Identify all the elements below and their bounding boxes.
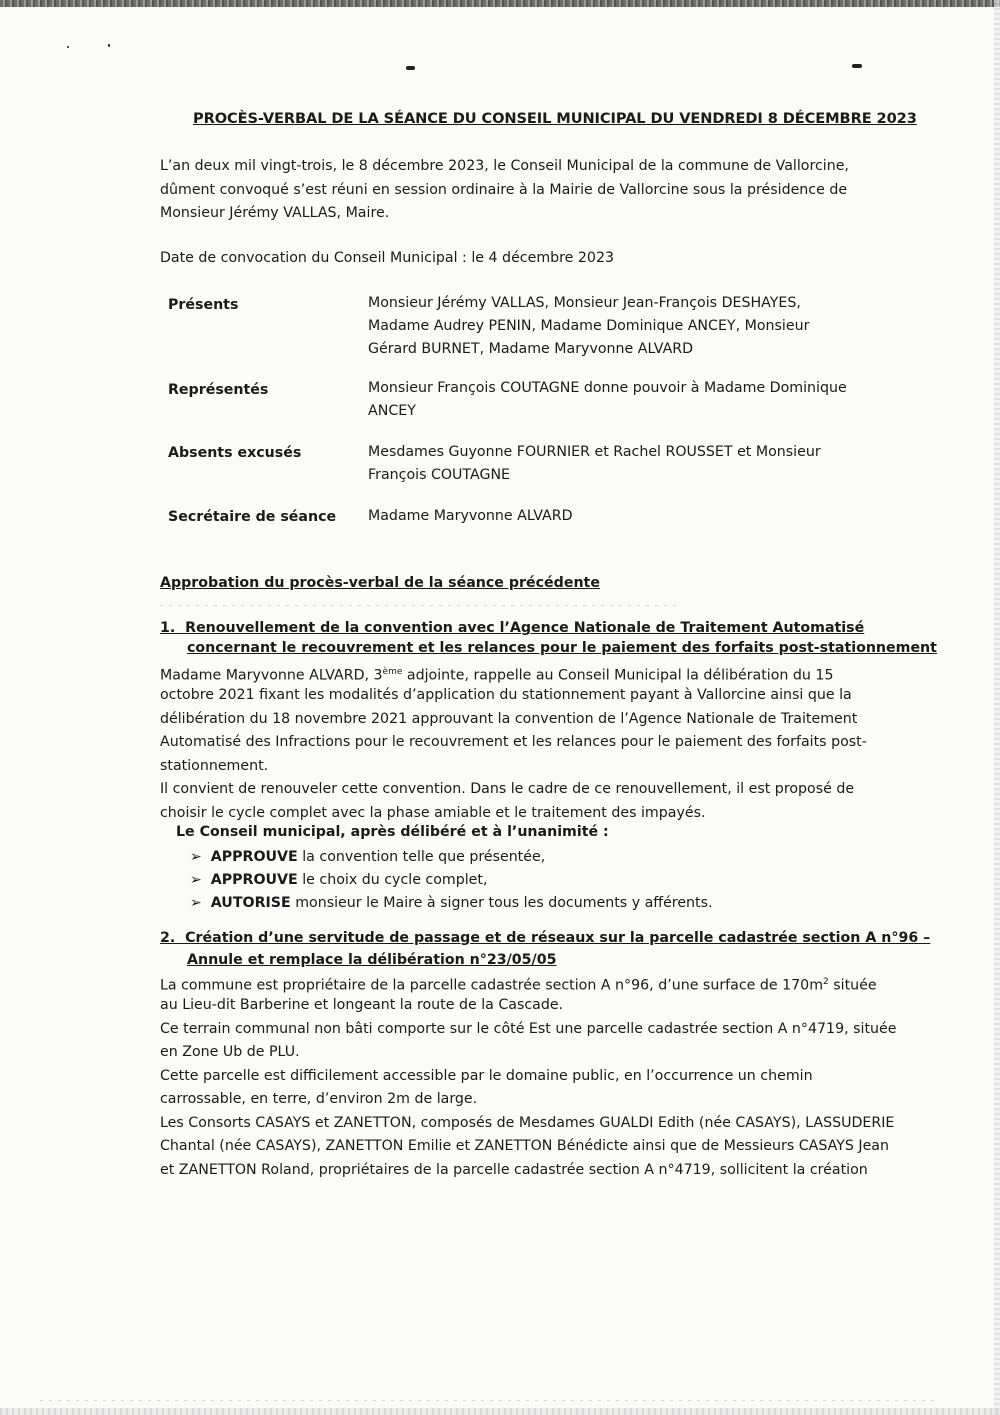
- attendance-line: Mesdames Guyonne FOURNIER et Rachel ROUSSET et Monsieur: [368, 444, 821, 460]
- bullet-item: [190, 869, 713, 892]
- section1-body-text: Madame Maryvonne ALVARD, 3: [160, 667, 383, 684]
- section1-body: [160, 684, 867, 825]
- section2-body: [160, 994, 896, 1182]
- arrow-bullet-icon: ➢: [190, 849, 202, 865]
- bullet-text: monsieur le Maire à signer tous les documents y afférents.: [290, 895, 713, 911]
- intro-line: Monsieur Jérémy VALLAS, Maire.: [160, 205, 390, 221]
- section1-heading-line2: concernant le recouvrement et les relances pour le paiement des forfaits post-stationnement: [187, 640, 937, 656]
- section2-body-line: Les Consorts CASAYS et ZANETTON, composés de Mesdames GUALDI Edith (née CASAYS), LASSUDERIE: [160, 1114, 895, 1131]
- arrow-bullet-icon: ➢: [190, 872, 202, 888]
- attendance-label-presents: Présents: [168, 297, 239, 313]
- attendance-label-absent: Absents excusés: [168, 445, 302, 461]
- bullet-text: la convention telle que présentée,: [297, 849, 546, 865]
- section1-body-line: Il convient de renouveler cette convention. Dans le cadre de ce renouvellement, il est proposé de: [160, 781, 855, 797]
- bullet-text: le choix du cycle complet,: [297, 872, 488, 888]
- approval-heading: Approbation du procès-verbal de la séance précédente: [160, 575, 600, 591]
- bullet-verb: APPROUVE: [210, 849, 298, 865]
- attendance-label-represented: Représentés: [168, 382, 269, 398]
- section2-body-line: Chantal (née CASAYS), ZANETTON Emilie et ZANETTON Bénédicte ainsi que de Messieurs CASAYS Jean: [160, 1138, 889, 1154]
- attendance-label-secretary: Secrétaire de séance: [168, 509, 337, 525]
- bullet-verb: APPROUVE: [210, 872, 298, 888]
- section1-decision: Le Conseil municipal, après délibéré et à l’unanimité :: [176, 824, 609, 840]
- section1-body-line: Automatisé des Infractions pour le recouvrement et les relances pour le paiement des forfaits post-: [160, 734, 867, 750]
- bullet-item: [190, 892, 713, 915]
- bullet-verb: AUTORISE: [210, 895, 291, 911]
- scan-speck: [852, 64, 862, 68]
- attendance-value-presents: [368, 292, 809, 361]
- section2-body-line: Cette parcelle est difficilement accessible par le domaine public, en l’occurrence un chemin: [160, 1067, 813, 1084]
- intro-paragraph: [160, 155, 849, 226]
- section1-body-line: choisir le cycle complet avec la phase amiable et le traitement des impayés.: [160, 804, 706, 821]
- section2-body-line: et ZANETTON Roland, propriétaires de la parcelle cadastrée section A n°4719, sollicitent la création: [160, 1161, 868, 1178]
- section1-body-line: stationnement.: [160, 757, 269, 774]
- section2-heading-line2: Annule et remplace la délibération n°23/05/05: [187, 952, 557, 968]
- section2-body-line: Ce terrain communal non bâti comporte sur le côté Est une parcelle cadastrée section A n°4719, située: [160, 1020, 897, 1037]
- convocation-date: Date de convocation du Conseil Municipal : le 4 décembre 2023: [160, 250, 615, 266]
- arrow-bullet-icon: ➢: [190, 895, 202, 911]
- section2-body-line: en Zone Ub de PLU.: [160, 1044, 300, 1060]
- document-title: PROCÈS-VERBAL DE LA SÉANCE DU CONSEIL MUNICIPAL DU VENDREDI 8 DÉCEMBRE 2023: [193, 110, 917, 127]
- attendance-line: Madame Audrey PENIN, Madame Dominique ANCEY, Monsieur: [368, 318, 810, 334]
- scan-speck: [108, 44, 110, 47]
- attendance-value-represented: [368, 377, 847, 423]
- bullet-item: [190, 846, 713, 869]
- scan-top-border: [0, 0, 1000, 7]
- section2-body-line: au Lieu-dit Barberine et longeant la route de la Cascade.: [160, 997, 564, 1013]
- scan-right-border: [994, 0, 1000, 1415]
- attendance-line: ANCEY: [368, 403, 416, 419]
- attendance-line: Gérard BURNET, Madame Maryvonne ALVARD: [368, 341, 694, 357]
- scan-speck: [406, 66, 415, 70]
- superscript: ème: [382, 667, 403, 677]
- section1-body-line: octobre 2021 fixant les modalités d’application du stationnement payant à Vallorcine ainsi que la: [160, 687, 852, 703]
- attendance-line: Monsieur Jérémy VALLAS, Monsieur Jean-François DESHAYES,: [368, 295, 801, 311]
- scan-bottom-border: [0, 1408, 1000, 1415]
- scan-artifact-line: [40, 1400, 940, 1401]
- intro-line: L’an deux mil vingt-trois, le 8 décembre 2023, le Conseil Municipal de la commune de Vallorcine,: [160, 158, 849, 174]
- attendance-line: Monsieur François COUTAGNE donne pouvoir à Madame Dominique: [368, 380, 847, 396]
- section2-body-text: située: [828, 977, 877, 994]
- intro-line: dûment convoqué s’est réuni en session ordinaire à la Mairie de Vallorcine sous la présidence de: [160, 181, 848, 198]
- section1-body-line: délibération du 18 novembre 2021 approuvant la convention de l’Agence Nationale de Traitement: [160, 710, 858, 727]
- attendance-value-secretary: Madame Maryvonne ALVARD: [368, 508, 573, 524]
- scan-speck: [67, 46, 69, 48]
- scan-artifact-line: [160, 605, 680, 606]
- section1-body-text: adjointe, rappelle au Conseil Municipal la délibération du 15: [402, 667, 834, 684]
- section1-heading-line1: 1. Renouvellement de la convention avec l’Agence Nationale de Traitement Automatisé: [160, 620, 865, 636]
- attendance-line: François COUTAGNE: [368, 467, 511, 483]
- section2-body-text: La commune est propriétaire de la parcelle cadastrée section A n°96, d’une surface de 170m: [160, 977, 824, 994]
- attendance-value-absent: [368, 441, 821, 487]
- superscript: 2: [823, 977, 829, 987]
- section2-heading-line1: 2. Création d’une servitude de passage et de réseaux sur la parcelle cadastrée section A n°96 –: [160, 930, 931, 946]
- section1-bullets: [190, 846, 713, 915]
- section2-body-line: carrossable, en terre, d’environ 2m de large.: [160, 1091, 478, 1107]
